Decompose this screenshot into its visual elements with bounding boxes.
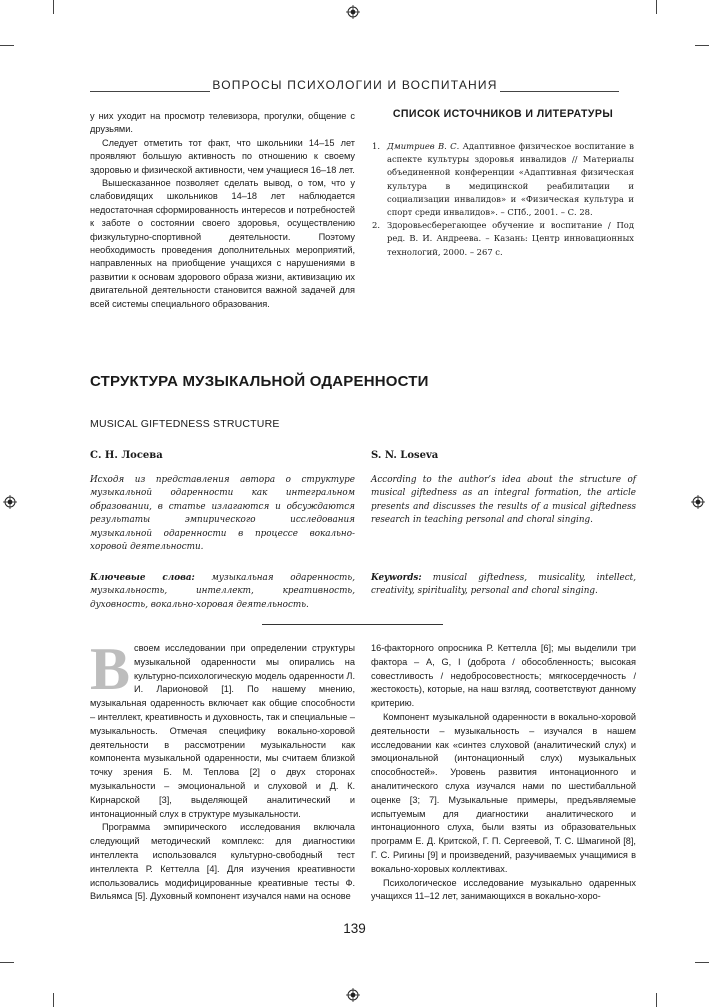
registration-mark-top bbox=[346, 5, 360, 19]
crop-mark bbox=[0, 962, 14, 963]
reference-author: Дмитриев В. С. bbox=[387, 141, 460, 151]
paragraph: Программа эмпирического исследования включала следующий методический комплекс: для диагностики интеллекта использовался культурно-свободный тест интеллекта Р. Кеттелла [4]. Для изучения креативности использовались модифицированные креативные тесты Ф. Вильямса [5]. Духовный компонент изучался нами на основе bbox=[90, 822, 355, 902]
page-number: 139 bbox=[343, 921, 366, 936]
crop-mark bbox=[656, 993, 657, 1007]
paragraph: Следует отметить тот факт, что школьники 14–15 лет проявляют большую активность по отношению к своему здоровью и физической активности, чем учащиеся 16–18 лет. bbox=[90, 137, 355, 175]
keywords-text: музыкальная одаренность, музыкальность, интеллект, креативность, духовность, вокально-хоровая деятельность. bbox=[90, 573, 355, 610]
crop-mark bbox=[695, 962, 709, 963]
abstract-ru: Исходя из представления автора о структуре музыкальной одаренности как интегральном образовании, в статье излагаются и обсуждаются результаты эмпирического исследования музыкальной одаренности в процессе вокально-хоровой деятельности. bbox=[90, 475, 355, 553]
keywords-en bbox=[371, 572, 636, 599]
reference-number: 2. bbox=[372, 220, 380, 231]
left-column-text bbox=[90, 110, 355, 311]
reference-text: Адаптивное физическое воспитание в аспекте культуры здоровья инвалидов // Материалы объединенной конференции «Адаптивная физическая культура в медицинской реабилитации и социализации инвалидов» и «Физическая культура и спорт среди инвалидов». – СПб., 2001. – С. 28. bbox=[387, 141, 634, 218]
keywords-ru bbox=[90, 572, 355, 612]
keywords-label: Ключевые слова: bbox=[90, 573, 195, 583]
keywords-label: Keywords: bbox=[371, 573, 422, 583]
body-left-column bbox=[90, 636, 355, 904]
keywords-text: musical giftedness, musicality, intellect, creativity, spirituality, personal and choral singing. bbox=[371, 573, 636, 597]
author-ru: С. Н. Лосева bbox=[90, 450, 163, 461]
reference-item bbox=[372, 140, 634, 219]
drop-cap: В bbox=[90, 636, 131, 702]
author-en: S. N. Loseva bbox=[371, 450, 439, 461]
paragraph: Компонент музыкальной одаренности в вокально-хоровой деятельности – музыкальность – изучался в нашем исследовании как «синтез слуховой (аналитический слух) и эмоциональной (интонационный слух) музыкальных способностей». Уровень развития интонационного и аналитического слуха изучался нами по шестибалльной оценке [3; 7]. Музыкальные примеры, предъявляемые испытуемым для диагностики аналитического и интонационного слуха, были взяты из образовательных программ Е. Д. Критской, Г. П. Сергеевой, Т. С. Шмагиной [8], Г. С. Ригины [9] и произведений, разучиваемых учащимися в вокально-хоровых коллективах. bbox=[371, 711, 636, 874]
article-subtitle: MUSICAL GIFTEDNESS STRUCTURE bbox=[90, 418, 280, 430]
body-right-column bbox=[371, 642, 636, 904]
crop-mark bbox=[53, 993, 54, 1007]
registration-mark-left bbox=[3, 495, 17, 509]
paragraph: 16-факторного опросника Р. Кеттелла [6]; мы выделили три фактора – А, G, I (доброта / обособленность; высокая совестливость / недобросовестность; мягкосердечность / жестокость), которые, на наш взгляд, соответствуют данному критерию. bbox=[371, 643, 636, 709]
reference-text: Здоровьесберегающее обучение и воспитание / Под ред. В. И. Андреева. – Казань: Центр инновационных технологий, 2000. – 267 с. bbox=[387, 220, 634, 257]
registration-mark-right bbox=[691, 495, 705, 509]
paragraph: своем исследовании при определении структуры музыкальной одаренности мы опирались на культурно-психологическую модель одаренности Л. И. Ларионовой [1]. По нашему мнению, музыкальная одаренность включает как общие способности – интеллект, креативность и духовность, так и специальные – музыкальность. Отмечая специфику вокально-хоровой деятельности в рассмотрении музыкальности как компонента музыкальной одаренности, мы считаем близкой точку зрения Б. М. Теплова [2] о двух сторонах музыкальности – эмоциональной и слуховой и Д. К. Кирнарской [3], выделяющей аналитический и интонационный слух в структуре музыкальности. bbox=[90, 643, 355, 819]
section-separator bbox=[262, 624, 443, 625]
paragraph: у них уходит на просмотр телевизора, прогулки, общение с друзьями. bbox=[90, 111, 355, 135]
crop-mark bbox=[656, 0, 657, 14]
reference-number: 1. bbox=[372, 141, 380, 151]
reference-item bbox=[372, 219, 634, 259]
paragraph: Психологическое исследование музыкально одаренных учащихся 11–12 лет, занимающихся в вокально-хоро- bbox=[371, 877, 636, 902]
article-title: СТРУКТУРА МУЗЫКАЛЬНОЙ ОДАРЕННОСТИ bbox=[90, 373, 429, 390]
registration-mark-bottom bbox=[346, 988, 360, 1002]
references-list bbox=[372, 140, 634, 259]
running-header: ВОПРОСЫ ПСИХОЛОГИИ И ВОСПИТАНИЯ bbox=[210, 78, 500, 92]
crop-mark bbox=[53, 0, 54, 14]
crop-mark bbox=[695, 45, 709, 46]
references-title: СПИСОК ИСТОЧНИКОВ И ЛИТЕРАТУРЫ bbox=[392, 108, 614, 120]
abstract-en: According to the author’s idea about the structure of musical giftedness as an integral formation, the article presents and discusses the results of a musical giftedness research in teaching personal and choral singing. bbox=[371, 475, 636, 526]
paragraph: Вышесказанное позволяет сделать вывод, о том, что у слабовидящих школьников 14–18 лет наблюдается недостаточная сформированность интересов и потребностей к заботе о состоянии своего здоровья, осуществлению физкультурно-спортивной деятельности. Поэтому необходимость проведения дополнительных мероприятий, направленных на приобщение учащихся с нарушениями в развитии к основам здорового образа жизни, активизацию их двигательной деятельности становится важной задачей для всей системы специального образования. bbox=[90, 178, 355, 309]
crop-mark bbox=[0, 45, 14, 46]
